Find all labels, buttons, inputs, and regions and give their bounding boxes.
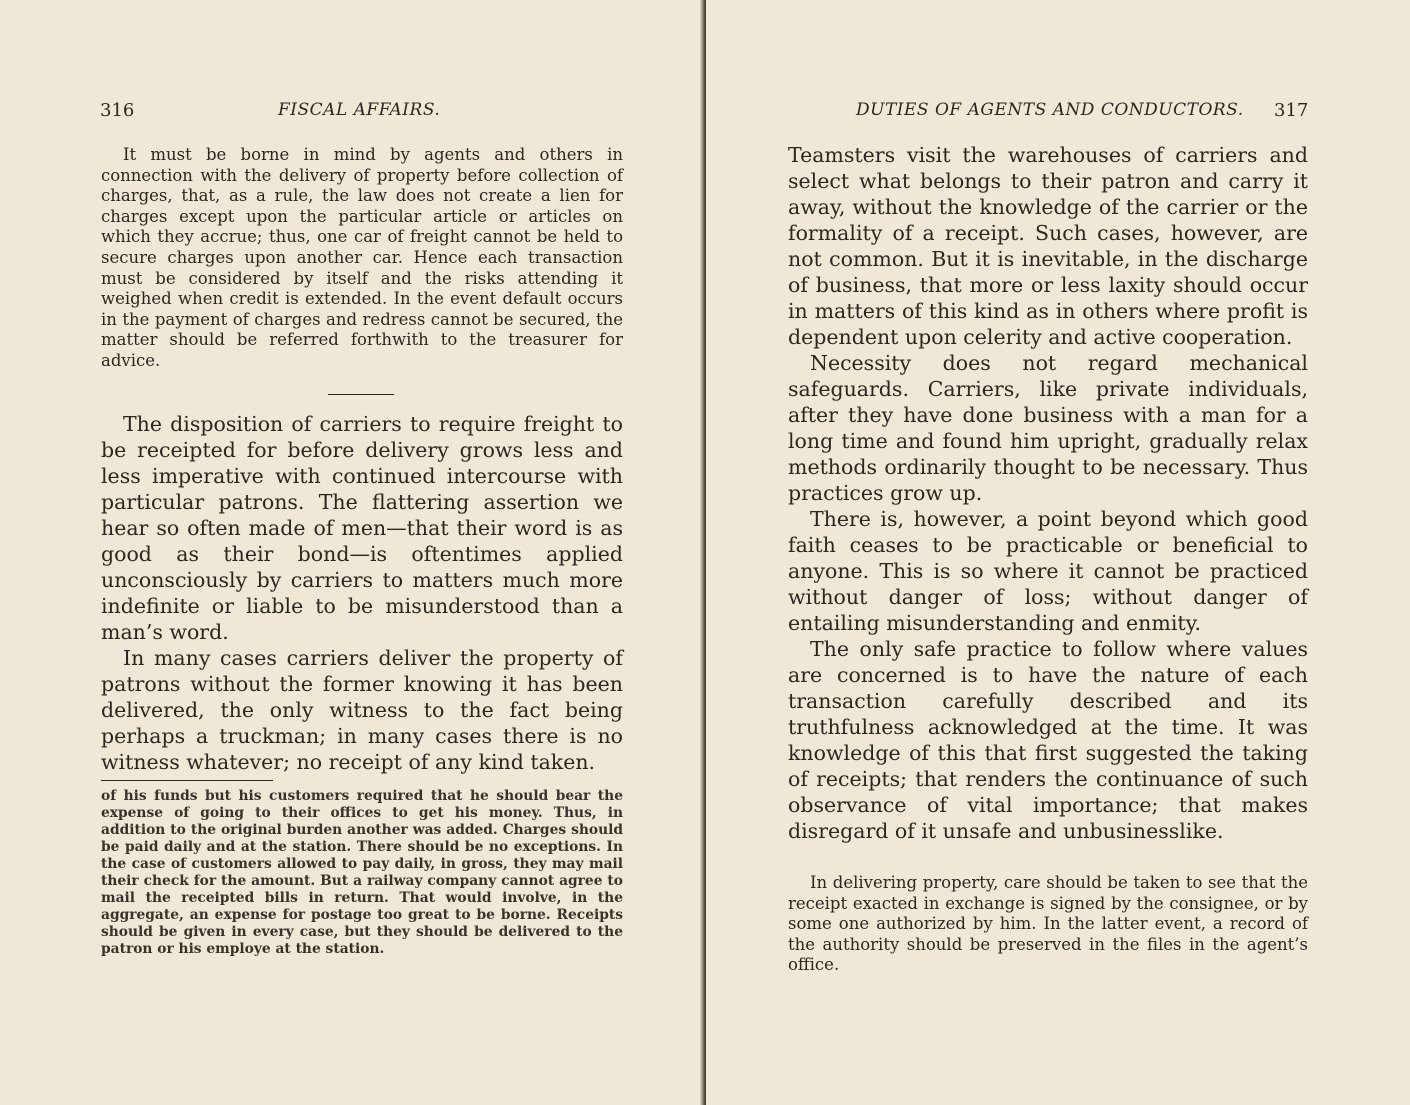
left-paragraph-2: In many cases carriers deliver the property of patrons without the former knowing it has been delivered, the only witness to the fact being perhaps a truckman; in many cases there is no witness whatever; no receipt of any kind taken. <box>101 646 623 774</box>
left-body-block <box>101 411 623 775</box>
right-paragraph-3: There is, however, a point beyond which good faith ceases to be practicable or beneficial to anyone. This is so where it cannot be practiced without danger of loss; without danger of entailing misunderstanding and enmity. <box>788 507 1308 635</box>
left-small-paragraph: It must be borne in mind by agents and others in connection with the delivery of property before collection of charges, that, as a rule, the law does not create a lien for charges except upon the particular article or articles on which they accrue; thus, one car of freight cannot be held to secure charges upon another car. Hence each transaction must be considered by itself and the risks attending it weighed when credit is extended. In the event default occurs in the payment of charges and redress cannot be secured, the matter should be referred forthwith to the treasurer for advice. <box>101 145 623 370</box>
section-divider <box>328 394 394 395</box>
footnote-block <box>101 788 623 958</box>
right-paragraph-2: Necessity does not regard mechanical safeguards. Carriers, like private individuals, after they have done business with a man for a long time and found him upright, gradually relax methods ordinarily thought to be necessary. Thus practices grow up. <box>788 351 1308 505</box>
left-paragraph-1: The disposition of carriers to require freight to be receipted for before delivery grows less and less imperative with continued intercourse with particular patrons. The flattering assertion we hear so often made of men—that their word is as good as their bond—is oftentimes applied unconsciously by carriers to matters much more indefinite or liable to be misunderstood than a man’s word. <box>101 412 623 644</box>
right-small-paragraph: In delivering property, care should be taken to see that the receipt exacted in exchange is signed by the consignee, or by some one authorized by him. In the latter event, a record of the authority should be preserved in the files in the agent’s office. <box>788 873 1308 975</box>
left-small-paragraph-block <box>101 145 623 372</box>
footnote: of his funds but his customers required that he should bear the expense of going to their offices to get his money. Thus, in addition to the original burden another was added. Charges should be paid daily and at the station. There should be no exceptions. In the case of customers allowed to pay daily, in gross, they may mail their check for the amount. But a railway company cannot agree to mail the receipted bills in return. That would involve, in the aggregate, an expense for postage too great to be borne. Receipts should be given in every case, but they should be delivered to the patron or his employe at the station. <box>101 788 623 957</box>
left-page <box>0 0 704 1105</box>
right-page <box>706 0 1410 1105</box>
left-running-head: FISCAL AFFAIRS. <box>278 100 441 120</box>
right-paragraph-4: The only safe practice to follow where values are concerned is to have the nature of each transaction carefully described and its truthfulness acknowledged at the time. It was knowledge of this that first suggested the taking of receipts; that renders the continuance of such observance of vital importance; that makes disregard of it unsafe and unbusinesslike. <box>788 637 1308 843</box>
right-page-number: 317 <box>1274 100 1309 121</box>
footnote-rule <box>101 780 273 781</box>
left-page-number: 316 <box>100 100 135 121</box>
right-body-block <box>788 142 1308 844</box>
right-paragraph-1: Teamsters visit the warehouses of carriers and select what belongs to their patron and carry it away, without the knowledge of the carrier or the formality of a receipt. Such cases, however, are not common. But it is inevitable, in the discharge of business, that more or less laxity should occur in matters of this kind as in others where profit is dependent upon celerity and active cooperation. <box>788 143 1308 349</box>
right-small-paragraph-block <box>788 873 1308 976</box>
right-running-head: DUTIES OF AGENTS AND CONDUCTORS. <box>856 100 1244 120</box>
